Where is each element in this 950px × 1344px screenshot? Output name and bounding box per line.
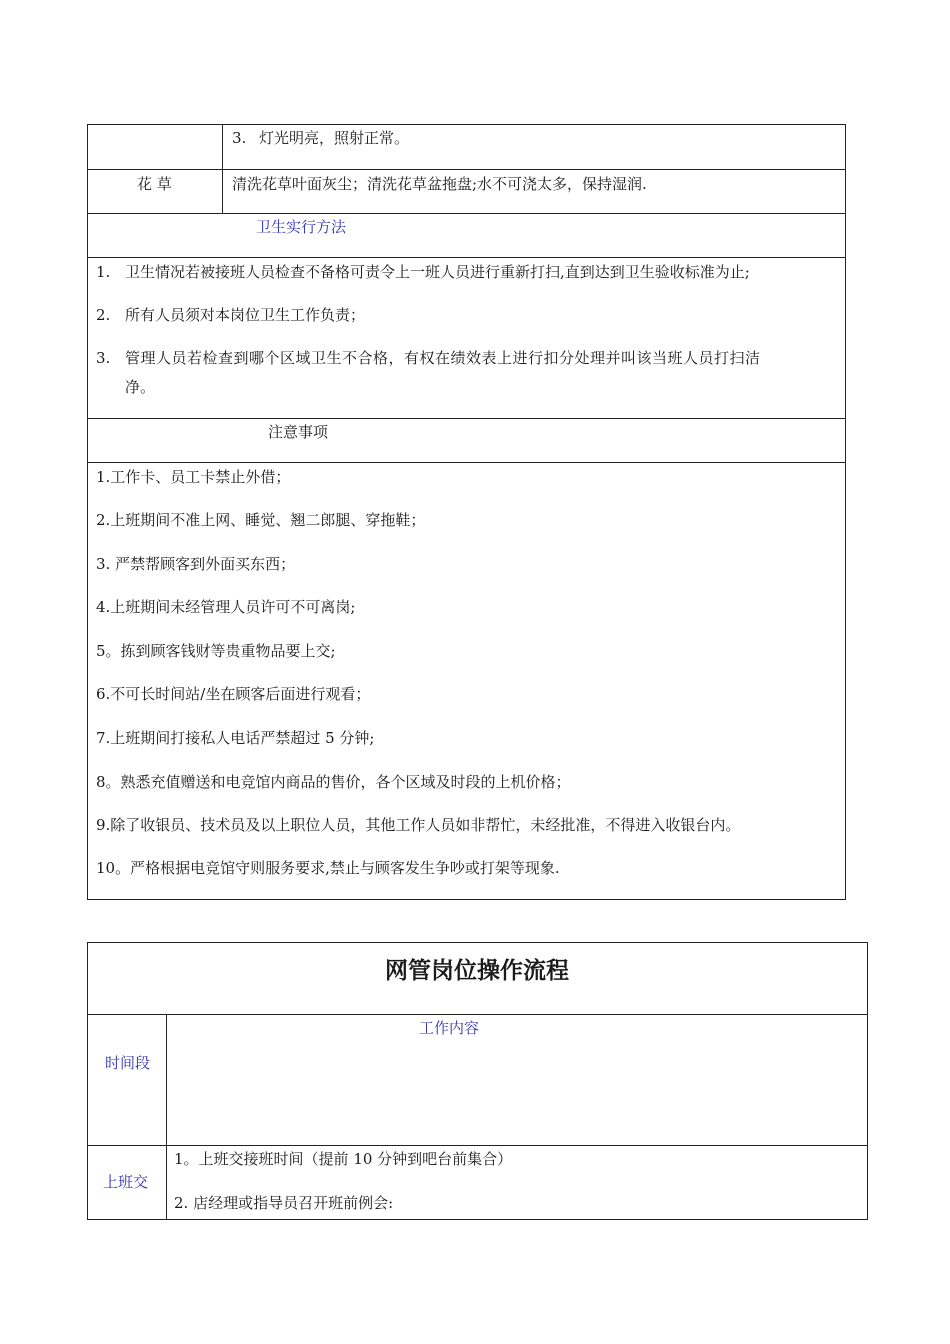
item-text: 灯光明亮，照射正常。 <box>259 129 410 147</box>
column-divider <box>222 124 223 213</box>
table-border <box>87 124 845 125</box>
row-label-flowers: 花 草 <box>137 175 172 193</box>
note-item: 9.除了收银员、技术员及以上职位人员，其他工作人员如非帮忙，未经批准，不得进入收银台内。 <box>96 816 741 834</box>
header-time-period: 时间段 <box>105 1054 151 1072</box>
table-border <box>87 1219 867 1220</box>
row-divider <box>87 462 845 463</box>
list-item-text: 卫生情况若被接班人员检查不备格可责令上一班人员进行重新打扫,直到达到卫生验收标准为止; <box>125 263 750 281</box>
row-divider <box>87 257 845 258</box>
table-border <box>845 124 846 900</box>
table-border <box>867 942 868 1220</box>
header-work-content: 工作内容 <box>419 1019 480 1037</box>
operation-process-table <box>87 942 867 1219</box>
page-title: 网管岗位操作流程 <box>385 958 569 984</box>
row-divider <box>87 213 845 214</box>
note-item: 3. 严禁帮顾客到外面买东西； <box>96 555 296 573</box>
note-item: 8。熟悉充值赠送和电竞馆内商品的售价，各个区域及时段的上机价格； <box>96 773 571 791</box>
row-divider <box>87 1145 867 1146</box>
list-item-text: 所有人员须对本岗位卫生工作负责； <box>125 306 366 324</box>
list-item-number: 3. <box>96 349 111 367</box>
section-title-notes: 注意事项 <box>268 423 329 441</box>
item-number: 3. <box>232 129 247 147</box>
column-divider <box>166 1014 167 1220</box>
row-divider <box>87 418 845 419</box>
hygiene-table <box>87 124 845 899</box>
list-item-text-continued: 净。 <box>125 378 156 396</box>
note-item: 2.上班期间不准上网、睡觉、翘二郎腿、穿拖鞋； <box>96 511 426 529</box>
note-item: 5。拣到顾客钱财等贵重物品要上交; <box>96 642 336 660</box>
note-item: 6.不可长时间站/坐在顾客后面进行观看； <box>96 685 371 703</box>
section-title-hygiene-method: 卫生实行方法 <box>256 218 347 236</box>
table-border <box>87 124 88 900</box>
note-item: 4.上班期间未经管理人员许可不可离岗; <box>96 598 356 616</box>
list-item-number: 2. <box>96 306 111 324</box>
row-divider <box>87 169 845 170</box>
table-border <box>87 899 845 900</box>
row-content-line: 2. 店经理或指导员召开班前例会: <box>174 1194 394 1212</box>
note-item: 7.上班期间打接私人电话严禁超过 5 分钟; <box>96 729 375 747</box>
list-item-text: 管理人员若检查到哪个区域卫生不合格，有权在绩效表上进行扣分处理并叫该当班人员打扫洁 <box>125 349 761 367</box>
table-border <box>87 942 867 943</box>
list-item-number: 1. <box>96 263 111 281</box>
row-content-line: 1。上班交接班时间（提前 10 分钟到吧台前集合） <box>174 1150 513 1168</box>
row-divider <box>87 1014 867 1015</box>
row-text-flowers: 清洗花草叶面灰尘；清洗花草盆拖盘;水不可浇太多，保持湿润. <box>232 175 647 193</box>
row-time-label: 上班交 <box>103 1173 149 1191</box>
note-item: 10。严格根据电竞馆守则服务要求,禁止与顾客发生争吵或打架等现象. <box>96 859 560 877</box>
note-item: 1.工作卡、员工卡禁止外借； <box>96 468 291 486</box>
